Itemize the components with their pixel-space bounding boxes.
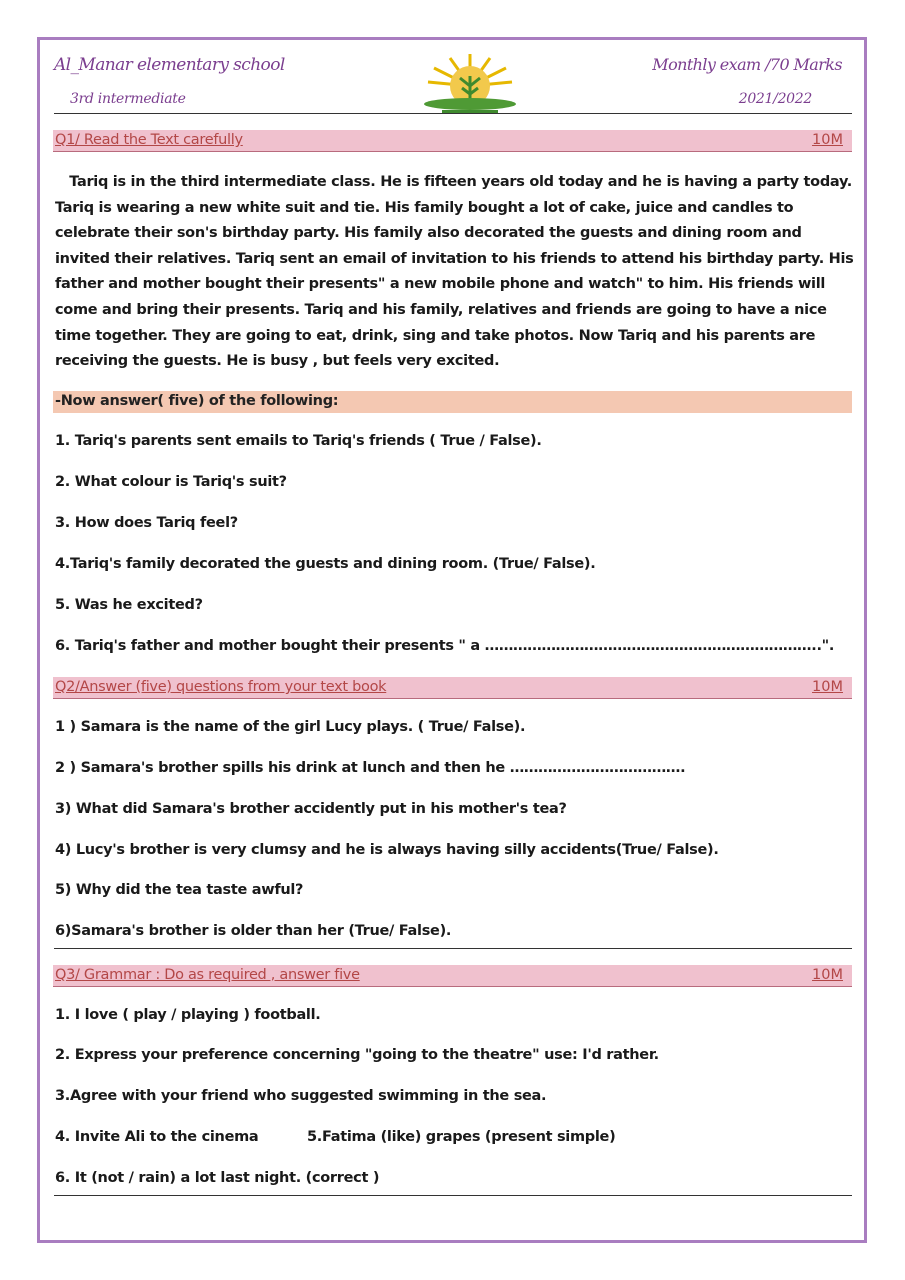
q3-question-3: 3.Agree with your friend who suggested swimming in the sea. (55, 1088, 547, 1104)
passage-text: Tariq is in the third intermediate class. He is fifteen years old today and he is having a party today. Tariq is wearing a new white suit and tie. His family bought a lot of cake, juice and candles to celebrate their son's birthday party. His family also decorated the guests and dining room and invited their relatives. Tariq sent an email of invitation to his friends to attend his birthday party. His father and mother bought their presents" a new mobile phone and watch" to him. His friends will come and bring their presents. Tariq and his family, relatives and friends are going to have a nice time together. They are going to eat, drink, sing and take photos. Now Tariq and his parents are receiving the guests. He is busy , but feels very excited. (55, 174, 854, 370)
q1-question-3: 3. How does Tariq feel? (55, 515, 238, 531)
q1-question-5: 5. Was he excited? (55, 597, 203, 613)
q3-question-5: 5.Fatima (like) grapes (present simple) (307, 1129, 616, 1145)
reading-passage (55, 170, 855, 375)
q3-question-1: 1. I love ( play / playing ) football. (55, 1007, 321, 1023)
q3-marks: 10M (812, 967, 843, 983)
q3-divider (54, 1195, 852, 1196)
q3-question-4: 4. Invite Ali to the cinema (55, 1129, 259, 1145)
q2-question-4: 4) Lucy's brother is very clumsy and he is always having silly accidents(True/ False). (55, 842, 719, 858)
q1-question-6: 6. Tariq's father and mother bought their presents " a ……………………………………………………………..". (55, 638, 835, 654)
q1-question-2: 2. What colour is Tariq's suit? (55, 474, 287, 490)
q2-question-5: 5) Why did the tea taste awful? (55, 882, 304, 898)
q1-title: Q1/ Read the Text carefully (55, 132, 243, 148)
school-year: 2021/2022 (738, 91, 812, 107)
q2-question-1: 1 ) Samara is the name of the girl Lucy plays. ( True/ False). (55, 719, 526, 735)
q2-marks: 10M (812, 679, 843, 695)
q2-divider (54, 948, 852, 949)
q1-instruction-band (53, 391, 852, 413)
header-divider (54, 113, 852, 114)
q3-header-band (53, 965, 852, 987)
school-logo-icon (420, 48, 520, 118)
q1-question-1: 1. Tariq's parents sent emails to Tariq's friends ( True / False). (55, 433, 542, 449)
q1-header-band (53, 130, 852, 152)
q2-question-2: 2 ) Samara's brother spills his drink at lunch and then he ………………………………. (55, 760, 686, 776)
q2-question-6: 6)Samara's brother is older than her (True/ False). (55, 923, 452, 939)
exam-title: Monthly exam /70 Marks (652, 55, 842, 74)
grade-label: 3rd intermediate (70, 91, 186, 107)
q2-title: Q2/Answer (five) questions from your text book (55, 679, 387, 695)
q2-question-3: 3) What did Samara's brother accidently put in his mother's tea? (55, 801, 567, 817)
q3-question-2: 2. Express your preference concerning "going to the theatre" use: I'd rather. (55, 1047, 659, 1063)
q1-question-4: 4.Tariq's family decorated the guests and dining room. (True/ False). (55, 556, 596, 572)
q1-instruction: -Now answer( five) of the following: (55, 393, 339, 409)
q3-question-6: 6. It (not / rain) a lot last night. (correct ) (55, 1170, 380, 1186)
school-name: Al_Manar elementary school (54, 55, 285, 75)
q3-title: Q3/ Grammar : Do as required , answer five (55, 967, 360, 983)
q2-header-band (53, 677, 852, 699)
q1-marks: 10M (812, 132, 843, 148)
